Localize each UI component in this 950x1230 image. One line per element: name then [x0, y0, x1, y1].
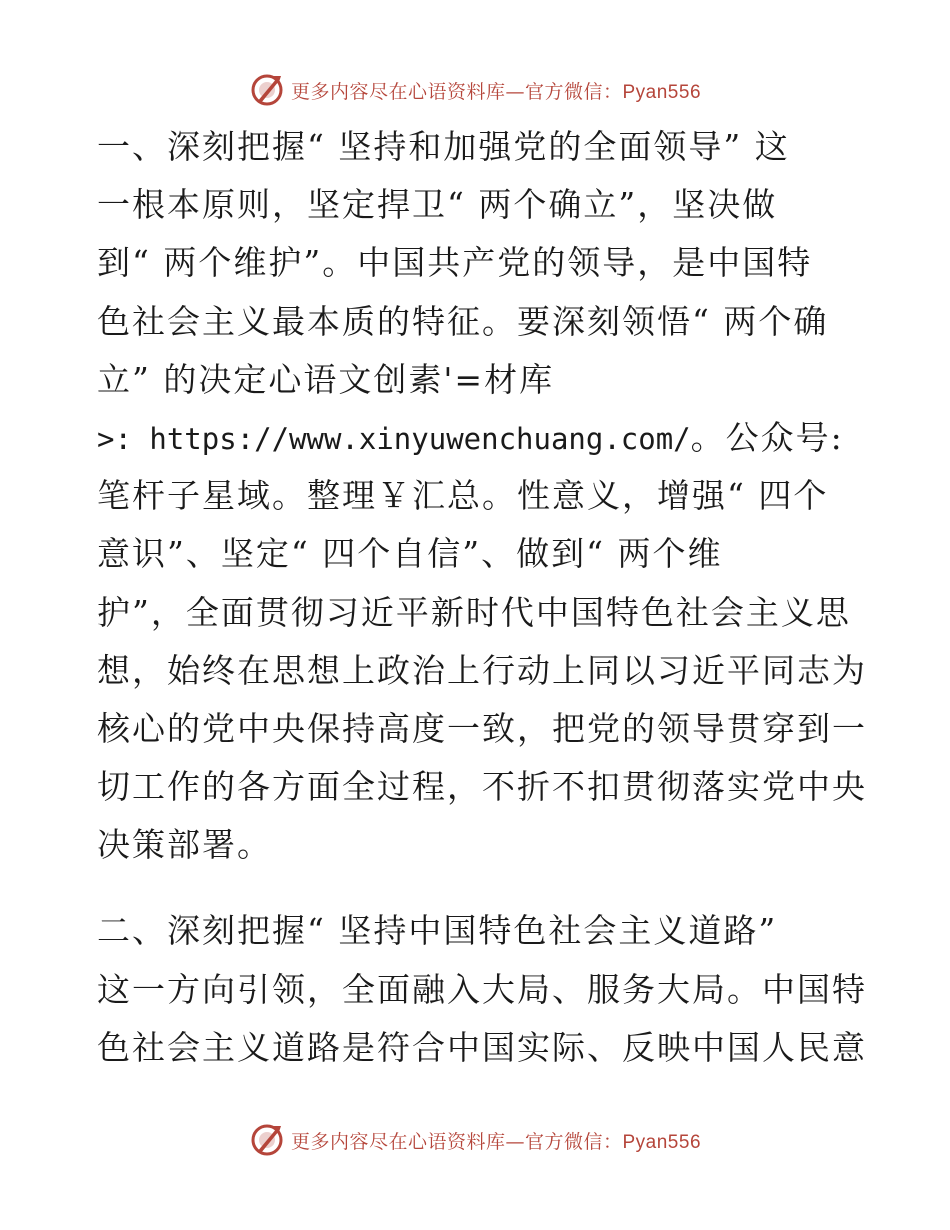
quill-logo-icon: [249, 72, 285, 108]
text-line: 这一方向引领，全面融入大局、服务大局。中国特: [97, 969, 867, 1009]
text-line: 二、深刻把握“ 坚持中国特色社会主义道路”: [97, 911, 778, 951]
text-line: 核心的党中央保持高度一致，把党的领导贯穿到一: [97, 708, 867, 748]
text-line: 立” 的决定心语文创素'=材库: [97, 359, 555, 399]
url-line: [97, 409, 857, 467]
watermark-text: 更多内容尽在心语资料库—官方微信：Pyan556: [290, 80, 702, 103]
wechat-id: Pyan556: [622, 1131, 702, 1153]
text-line: 色社会主义道路是符合中国实际、反映中国人民意: [97, 1027, 867, 1067]
text-line: 色社会主义最本质的特征。要深刻领悟“ 两个确: [97, 301, 829, 341]
quill-logo-icon: [249, 1122, 285, 1158]
text-line: 一根本原则，坚定捍卫“ 两个确立”，坚决做: [97, 185, 778, 225]
paragraph-gap: [97, 874, 857, 902]
text-line: 到“ 两个维护”。中国共产党的领导，是中国特: [97, 243, 813, 283]
text-line: 决策部署。: [97, 825, 272, 865]
footer-watermark: [0, 1120, 950, 1160]
watermark-text: 更多内容尽在心语资料库—官方微信：Pyan556: [290, 1130, 702, 1153]
wechat-id: Pyan556: [622, 81, 702, 103]
text-line: 切工作的各方面全过程，不折不扣贯彻落实党中央: [97, 767, 867, 807]
text-line: 护”，全面贯彻习近平新时代中国特色社会主义思: [97, 592, 851, 632]
text-line: 想，始终在思想上政治上行动上同以习近平同志为: [97, 650, 867, 690]
url-suffix: 。公众号:: [690, 417, 844, 457]
text-line: 意识”、坚定“ 四个自信”、做到“ 两个维: [97, 534, 723, 574]
header-watermark: [0, 70, 950, 110]
url-text: >: https://www.xinyuwenchuang.com/: [97, 421, 691, 456]
text-line: 笔杆子星域。整理￥汇总。性意义，增强“ 四个: [97, 476, 829, 516]
document-body: [97, 118, 867, 1077]
text-line: 一、深刻把握“ 坚持和加强党的全面领导” 这: [97, 127, 790, 166]
